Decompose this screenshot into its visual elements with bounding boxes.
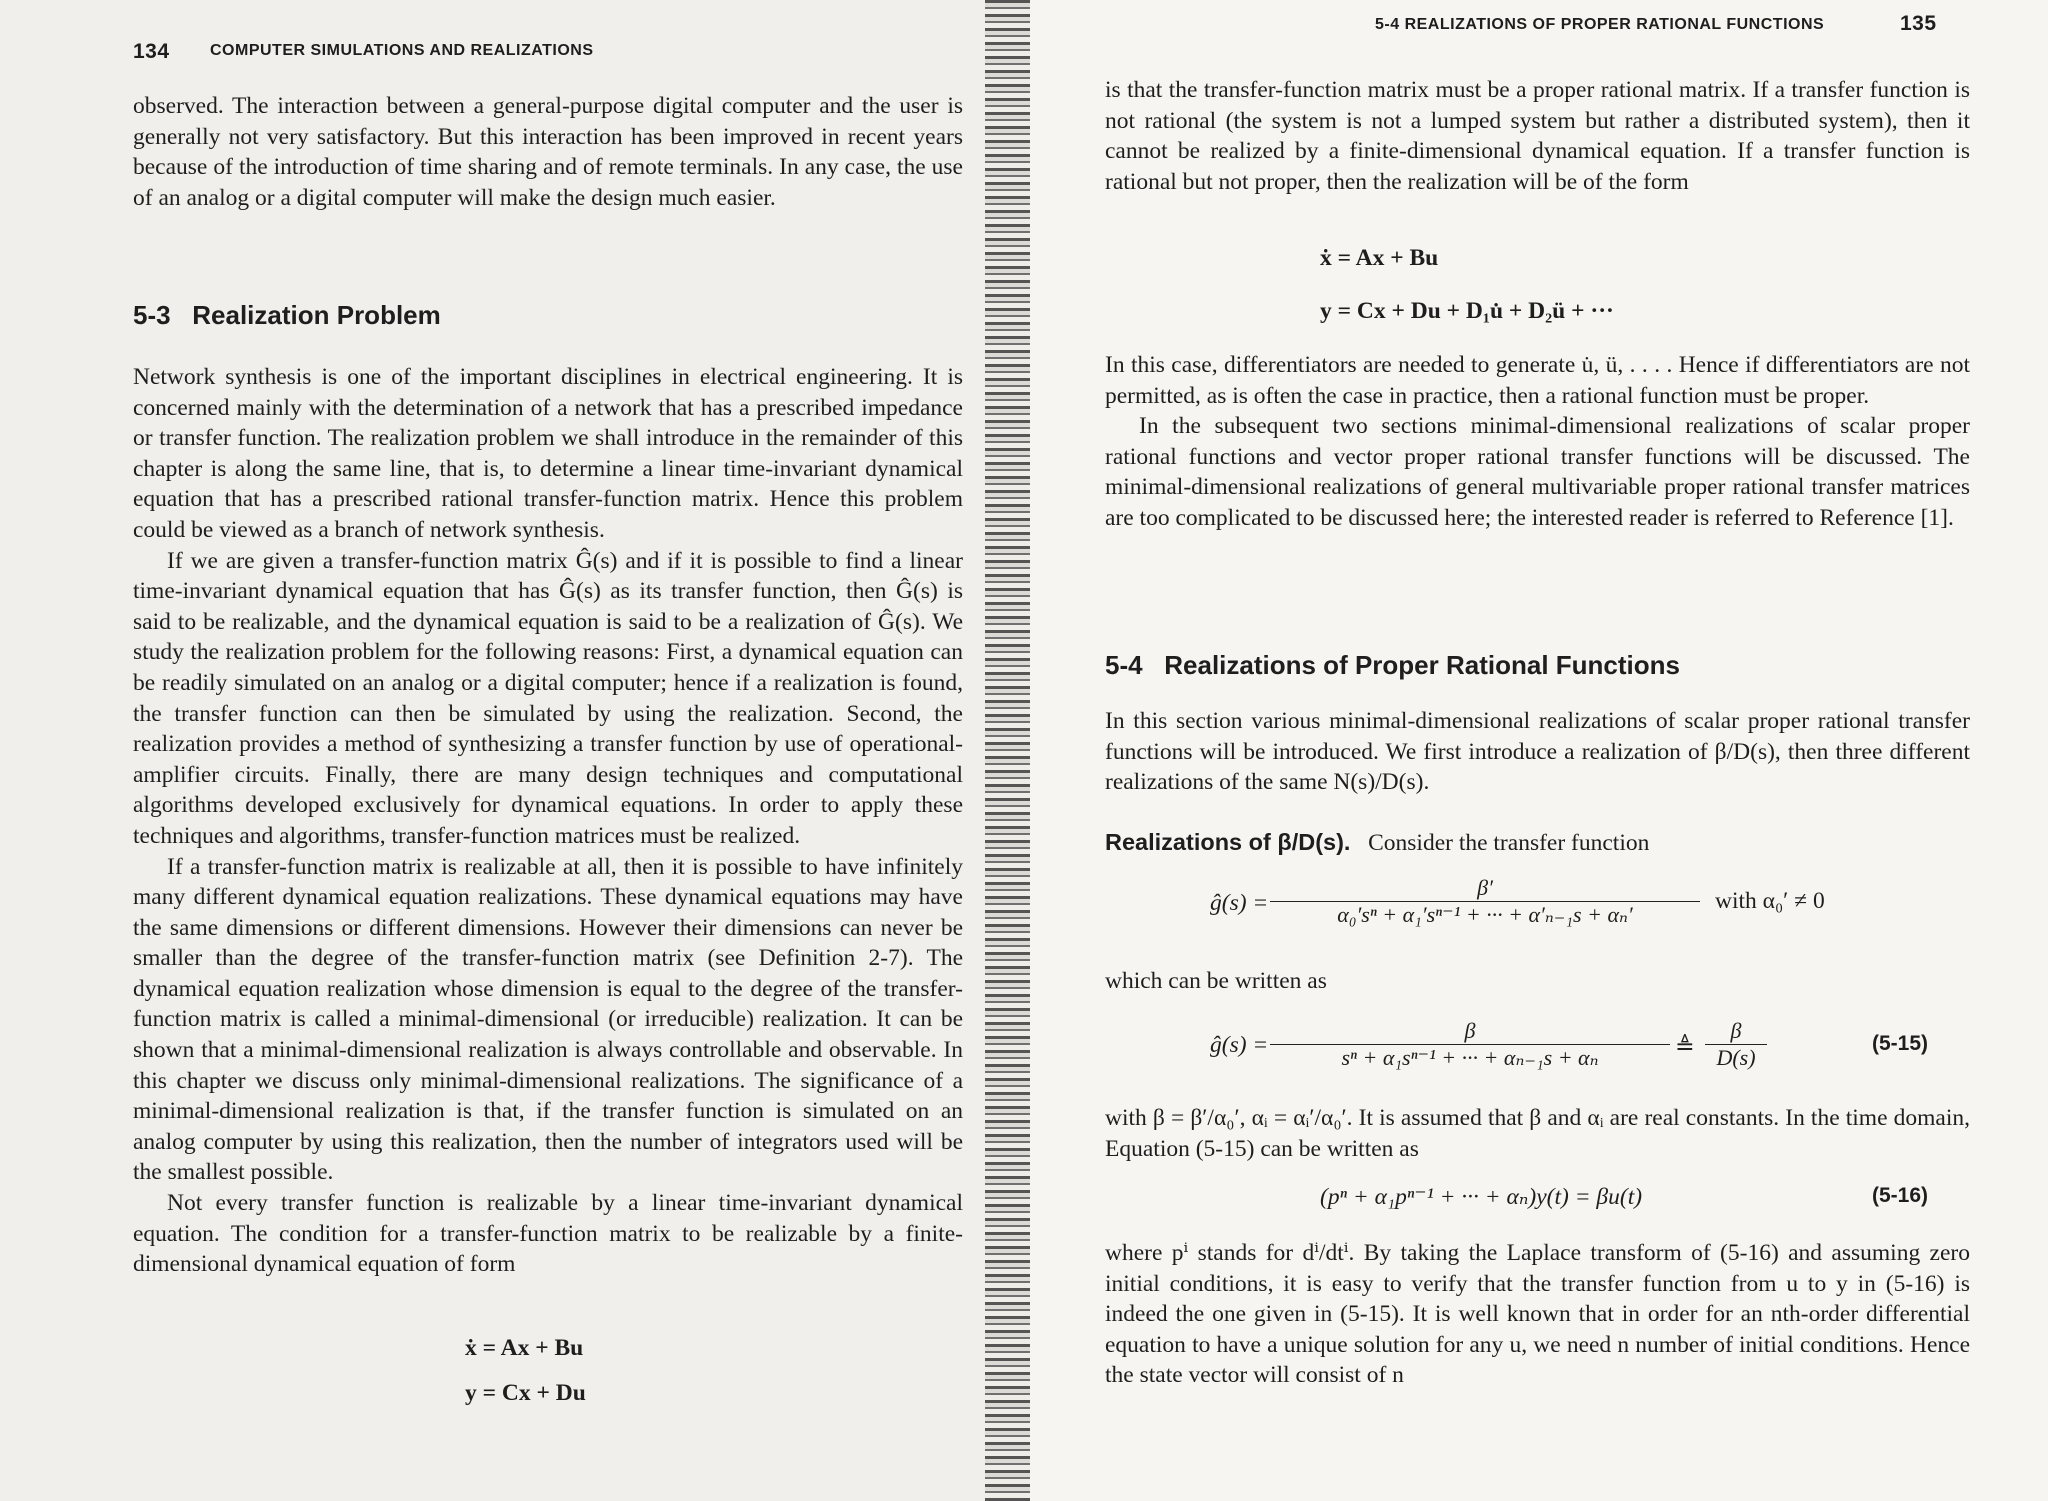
section-5-3-body: [133, 362, 963, 1280]
eq-g2-denominator: sⁿ + α₁sⁿ⁻¹ + ··· + αₙ₋₁s + αₙ: [1270, 1044, 1670, 1071]
equation-improper-output: y = Cx + Du + D₁u̇ + D₂ü + ···: [1320, 298, 1614, 324]
para-2-text: In this case, differentiators are needed to generate u̇, ü, . . . . Hence if differentiators are not permitted, as is often the case in practice, then a rational function must be proper.: [1105, 352, 1970, 409]
left-page-number: 134: [133, 40, 170, 63]
scanned-gutter-shadow: [985, 0, 1030, 1501]
which-line: [1105, 966, 1970, 997]
para-4-text: In this section various minimal-dimensional realizations of scalar proper rational transfer functions will be introduced. We first introduce a realization of β/D(s), then three different realizations of the same N(s)/D(s).: [1105, 708, 1970, 796]
eq-g1-condition: with α₀′ ≠ 0: [1715, 888, 1825, 914]
para-5-text: with β = β′/α₀′, αᵢ = αᵢ′/α₀′. It is assumed that β and αᵢ are real constants. In the time domain, Equation (5-15) can be written as: [1105, 1105, 1970, 1162]
equation-improper-state: ẋ = Ax + Bu: [1320, 245, 1439, 271]
eq-g1-lhs: ĝ(s) =: [1210, 890, 1269, 916]
paragraph-4: Not every transfer function is realizable by a linear time-invariant dynamical equation. The condition for a transfer-function matrix to be realizable by a finite-dimensional dynamical equation of form: [133, 1190, 963, 1278]
eq-number-5-16: (5-16): [1872, 1184, 1929, 1207]
para-3-text: In the subsequent two sections minimal-dimensional realizations of scalar proper rational functions and vector proper rational transfer functions will be discussed. The minimal-dimensional realizations of general multivariable proper rational transfer matrices are too complicated to be discussed here; the interested reader is referred to Reference [1].: [1105, 413, 1970, 531]
eq-g2-denominator-2: D(s): [1705, 1044, 1767, 1071]
paragraph-3: If a transfer-function matrix is realizable at all, then it is possible to have infinitely many different dynamical equation realizations. These dynamical equations may have the same dimensions or different dimensions. However their dimensions can never be smaller than the degree of the transfer-function matrix (see Definition 2-7). The dynamical equation realization whose dimension is equal to the degree of the transfer-function matrix is called a minimal-dimensional (or irreducible) realization. It can be shown that a minimal-dimensional realization is always controllable and observable. In this chapter we discuss only minimal-dimensional realizations. The significance of a minimal-dimensional realization is that, if the transfer function is simulated on an analog computer by using this realization, then the number of integrators used will be the smallest possible.: [133, 853, 963, 1186]
subsection-line: [1105, 827, 1970, 859]
right-page-number: 135: [1900, 12, 1937, 35]
equation-state: ẋ = Ax + Bu: [465, 1335, 584, 1361]
section-title-5-4: Realizations of Proper Rational Functions: [1164, 650, 1680, 680]
which-text: which can be written as: [1105, 968, 1327, 994]
subsection-text: Consider the transfer function: [1368, 830, 1650, 856]
right-para-2-3: [1105, 350, 1970, 534]
eq-g2-defined-as: ≜: [1675, 1034, 1695, 1060]
eq-g2-numerator: β: [1464, 1018, 1476, 1043]
section-number: 5-3: [133, 300, 171, 330]
section-5-3-heading: [133, 300, 441, 331]
eq-5-16: (pⁿ + α₁pⁿ⁻¹ + ··· + αₙ)y(t) = βu(t): [1320, 1184, 1643, 1210]
eq-g2-numerator-2: β: [1730, 1018, 1742, 1043]
para-1-text: is that the transfer-function matrix must be a proper rational matrix. If a transfer function is not rational (the system is not a lumped system but rather a distributed system), then it cannot be realized by a finite-dimensional dynamical equation. If a transfer function is rational but not proper, then the realization will be of the form: [1105, 77, 1970, 195]
eq-number-5-15: (5-15): [1872, 1032, 1929, 1055]
left-running-head: COMPUTER SIMULATIONS AND REALIZATIONS: [210, 42, 594, 59]
section-number-5-4: 5-4: [1105, 650, 1143, 680]
intro-paragraph: [133, 91, 963, 213]
right-para-4: [1105, 706, 1970, 798]
right-para-5: [1105, 1103, 1970, 1164]
equation-output: y = Cx + Du: [465, 1380, 586, 1406]
right-para-1: [1105, 75, 1970, 197]
paragraph-1: Network synthesis is one of the important disciplines in electrical engineering. It is concerned mainly with the determination of a network that has a prescribed impedance or transfer function. The realization problem we shall introduce in the remainder of this chapter is along the same line, that is, to determine a linear time-invariant dynamical equation that has a prescribed rational transfer-function matrix. Hence this problem could be viewed as a branch of network synthesis.: [133, 364, 963, 543]
right-running-head: 5-4 REALIZATIONS OF PROPER RATIONAL FUNCTIONS: [1375, 16, 1825, 33]
right-para-6: [1105, 1238, 1970, 1391]
eq-g1-denominator: α₀′sⁿ + α₁′sⁿ⁻¹ + ··· + α′ₙ₋₁s + αₙ′: [1270, 901, 1700, 928]
right-page: [1030, 0, 2048, 1501]
subsection-title: Realizations of β/D(s).: [1105, 829, 1351, 855]
section-5-4-heading: [1105, 650, 1680, 681]
para-6-text: where pⁱ stands for dⁱ/dtⁱ. By taking the Laplace transform of (5-16) and assuming zero initial conditions, it is easy to verify that the transfer function from u to y in (5-16) is indeed the one given in (5-15). It is well known that in order for an nth-order differential equation to have a unique solution for any u, we need n number of initial conditions. Hence the state vector will consist of n: [1105, 1240, 1970, 1389]
section-title: Realization Problem: [192, 300, 441, 330]
intro-text: observed. The interaction between a general-purpose digital computer and the user is generally not very satisfactory. But this interaction has been improved in recent years because of the introduction of time sharing and of remote terminals. In any case, the use of an analog or a digital computer will make the design much easier.: [133, 93, 963, 211]
eq-g2-lhs: ĝ(s) =: [1210, 1032, 1269, 1058]
eq-g1-fraction: [1270, 875, 1700, 928]
eq-g1-numerator: β′: [1477, 875, 1493, 900]
eq-g2-fraction: [1270, 1018, 1670, 1071]
paragraph-2: If we are given a transfer-function matrix Ĝ(s) and if it is possible to find a linear time-invariant dynamical equation that has Ĝ(s) as its transfer function, then Ĝ(s) is said to be realizable, and the dynamical equation is said to be a realization of Ĝ(s). We study the realization problem for the following reasons: First, a dynamical equation can be readily simulated on an analog or a digital computer; hence if a realization is found, the transfer function can then be simulated by using the realization. Second, the realization provides a method of synthesizing a transfer function by use of operational-amplifier circuits. Finally, there are many design techniques and computational algorithms developed exclusively for dynamical equations. In order to apply these techniques and algorithms, transfer-function matrices must be realized.: [133, 547, 963, 849]
eq-g2-fraction-2: [1705, 1018, 1767, 1071]
